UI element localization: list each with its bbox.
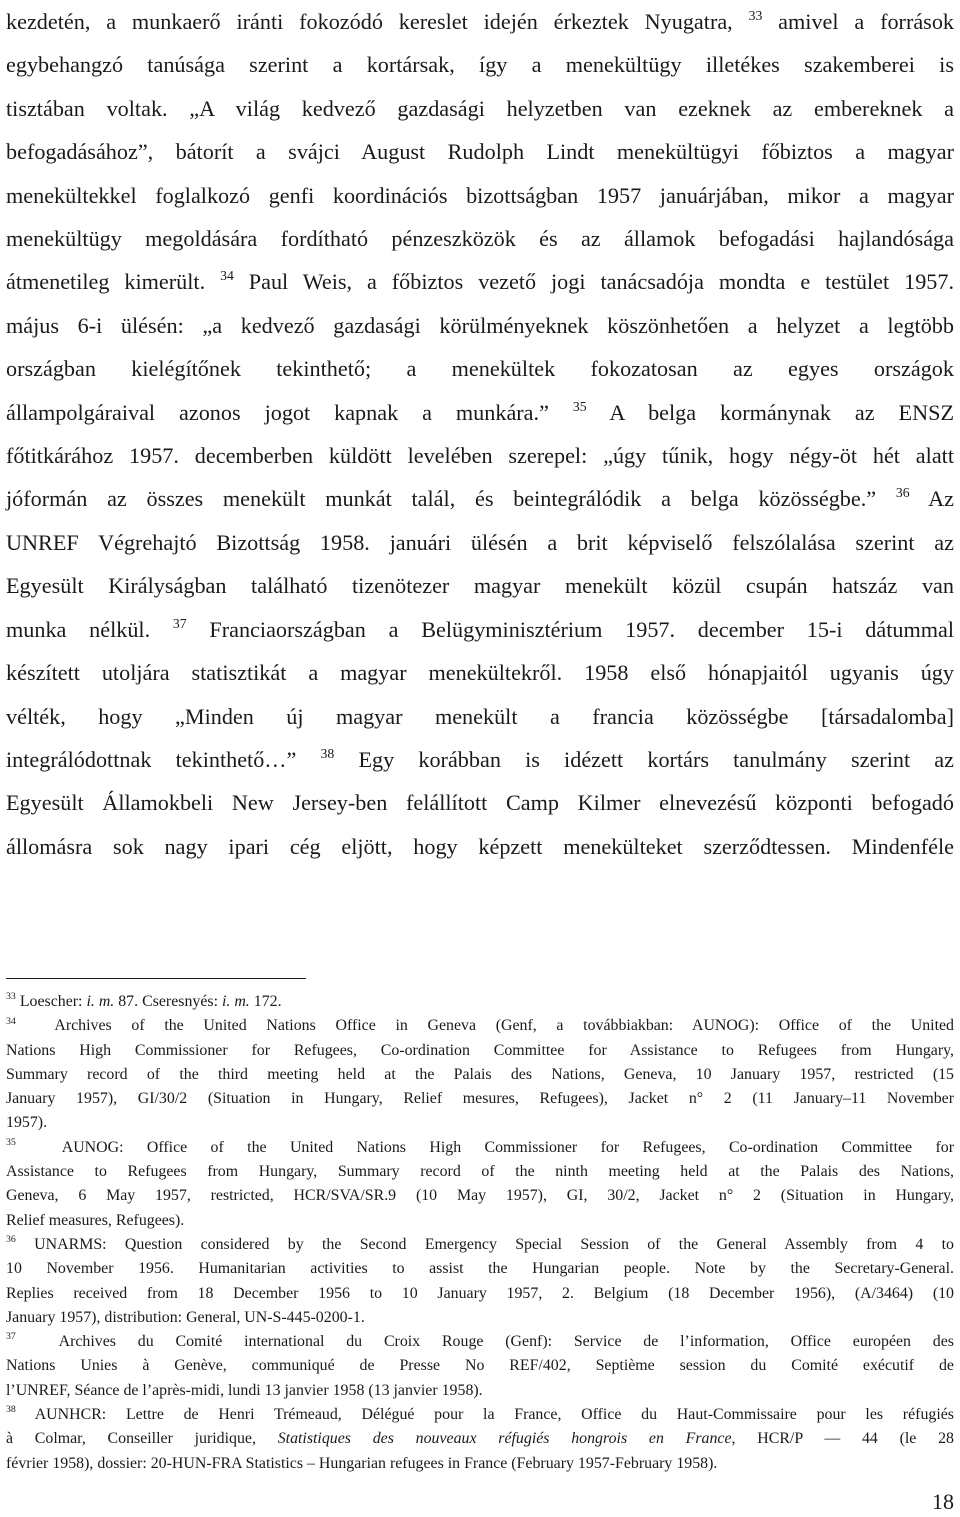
footnote-line: $^{33}$ Loescher: i. m. 87. Cseresnyés: i. m. 172. — [6, 991, 282, 1010]
body-line: Egyesült Királyságban található tizenötezer magyar menekült közül csupán hatszáz van — [6, 573, 954, 599]
footnote-line: Assistance to Refugees from Hungary, Summary record of the ninth meeting held at the Palais des Nations, — [6, 1163, 954, 1181]
footnote-number: 33 — [6, 991, 16, 1003]
footnote-number: 34 — [6, 1015, 16, 1027]
body-line: UNREF Végrehajtó Bizottság 1958. januári ülésén a brit képviselő felszólalása szerint az — [6, 529, 954, 555]
footnote-separator — [6, 978, 306, 979]
footnote-line: Summary record of the third meeting held at the Palais des Nations, Geneva, 10 January 1957, restricted (15 — [6, 1065, 954, 1083]
body-line: menekültügy megoldására fordítható pénzeszközök és az államok befogadási hajlandósága — [6, 226, 954, 252]
footnote-37 — [6, 1330, 954, 1403]
footnote-number: 37 — [6, 1331, 16, 1343]
body-line: készített utoljára statisztikát a magyar menekültekről. 1958 első hónapjaitól ugyanis úgy — [6, 660, 954, 686]
footnote-line: à Colmar, Conseiller juridique, Statistiques des nouveaux réfugiés hongrois en France, HCR/P — 44 (le 28 — [6, 1430, 954, 1448]
footnote-35 — [6, 1136, 954, 1233]
footnote-line: Geneva, 6 May 1957, restricted, HCR/SVA/SR.9 (10 May 1957), GI, 30/2, Jacket n° 2 (Situation in Hungary, — [6, 1187, 954, 1205]
footnote-ref-34[interactable]: 34 — [220, 268, 234, 284]
footnote-line: Relief measures, Refugees). — [6, 1211, 185, 1229]
footnote-ref-35[interactable]: 35 — [572, 398, 587, 414]
body-line: jóformán az összes menekült munkát talál, és beintegrálódik a belga közösségbe.” $^{36}$ Az — [6, 485, 954, 512]
body-line: főtitkárához 1957. decemberben küldött levelében szerepel: „úgy tűnik, hogy négy-öt hét alatt — [6, 443, 954, 469]
body-paragraph — [6, 0, 954, 868]
footnote-number: 36 — [6, 1234, 16, 1246]
footnote-line: $^{36}$ UNARMS: Question considered by the Second Emergency Special Session of the General Assembly from 4 to — [6, 1234, 954, 1253]
page-number: 18 — [932, 1489, 954, 1514]
body-line: átmenetileg kimerült. $^{34}$ Paul Weis, a főbiztos vezető jogi tanácsadója mondta e testület 1957. — [6, 268, 955, 295]
body-line: integrálódottnak tekinthető…” $^{38}$ Egy korábban is idézett kortárs tanulmány szerint az — [6, 745, 954, 772]
body-line: tisztában voltak. „A világ kedvező gazdasági helyzetben van ezeknek az embereknek a — [6, 95, 954, 121]
footnote-38 — [6, 1403, 954, 1476]
footnote-line: l’UNREF, Séance de l’après-midi, lundi 13 janvier 1958 (13 janvier 1958). — [6, 1381, 483, 1399]
footnote-ref-38[interactable]: 38 — [320, 745, 335, 761]
footnote-ref-33[interactable]: 33 — [748, 7, 763, 23]
footnote-line: 10 November 1956. Humanitarian activities to assist the Hungarian people. Note by the Secretary-General. — [6, 1260, 954, 1278]
footnote-34 — [6, 1014, 954, 1135]
footnotes — [6, 990, 954, 1476]
body-line: országban kielégítőnek tekinthető; a menekültek fokozatosan az egyes országok — [6, 356, 954, 382]
footnote-line: $^{35}$ AUNOG: Office of the United Nations High Commissioner for Refugees, Co-ordination Committee for — [6, 1137, 954, 1156]
body-line: állampolgáraival azonos jogot kapnak a munkára.” $^{35}$ A belga kormánynak az ENSZ — [6, 398, 955, 425]
footnote-36 — [6, 1233, 954, 1330]
footnote-33 — [6, 990, 954, 1014]
footnote-line: $^{38}$ AUNHCR: Lettre de Henri Trémeaud, Délégué pour la France, Office du Haut-Commissaire pour les réfugiés — [6, 1404, 954, 1424]
footnote-ref-36[interactable]: 36 — [895, 485, 910, 501]
footnote-number: 35 — [6, 1137, 16, 1148]
body-line: kezdetén, a munkaerő iránti fokozódó kereslet idején érkeztek Nyugatra, $^{33}$ amivel a források — [6, 7, 955, 34]
body-line: vélték, hogy „Minden új magyar menekült a francia közösségbe [társadalomba] — [6, 703, 954, 729]
body-line: Egyesült Államokbeli New Jersey-ben felállított Camp Kilmer elnevezésű központi befogadó — [6, 790, 954, 816]
body-line: munka nélkül. $^{37}$ Franciaországban a Belügyminisztérium 1957. december 15-i dátummal — [6, 615, 954, 642]
footnote-line: Replies received from 18 December 1956 to 10 January 1957, 2. Belgium (18 December 1956), (A/3464) (10 — [6, 1284, 954, 1302]
footnote-line: Nations Unies à Genève, communiqué de Presse No REF/402, Septième session du Comité exécutif de — [6, 1357, 954, 1375]
footnote-line: $^{34}$ Archives of the United Nations Office in Geneva (Genf, a továbbiakban: AUNOG): Office of the United — [6, 1015, 954, 1035]
footnote-line: Nations High Commissioner for Refugees, Co-ordination Committee for Assistance to Refugees from Hungary, — [6, 1041, 954, 1059]
footnote-number: 38 — [6, 1404, 16, 1416]
body-line: egybehangzó tanúsága szerint a kortársak, így a menekültügy illetékes szakemberei is — [6, 52, 954, 78]
body-line: befogadásához”, bátorít a svájci August Rudolph Lindt menekültügyi főbiztos a magyar — [6, 139, 954, 165]
footnote-line: January 1957), distribution: General, UN-S-445-0200-1. — [6, 1308, 365, 1326]
footnote-line: $^{37}$ Archives du Comité international du Croix Rouge (Genf): Service de l’information, Office européen des — [6, 1331, 954, 1351]
body-line: állomásra sok nagy ipari cég eljött, hogy képzett menekülteket szerződtessen. Mindenféle — [6, 833, 954, 859]
footnote-ref-37[interactable]: 37 — [172, 615, 187, 631]
footnote-line: January 1957), GI/30/2 (Situation in Hungary, Relief mesures, Refugees), Jacket n° 2 (11 January–11 November — [6, 1090, 954, 1108]
footnote-line: 1957). — [6, 1114, 48, 1132]
body-line: menekültekkel foglalkozó genfi koordinációs bizottságban 1957 januárjában, mikor a magyar — [6, 182, 954, 208]
body-line: május 6-i ülésén: „a kedvező gazdasági körülményeknek köszönhetően a helyzet a legtöbb — [6, 312, 954, 338]
footnote-line: février 1958), dossier: 20-HUN-FRA Statistics – Hungarian refugees in France (February 1957-February 1958). — [6, 1454, 718, 1472]
